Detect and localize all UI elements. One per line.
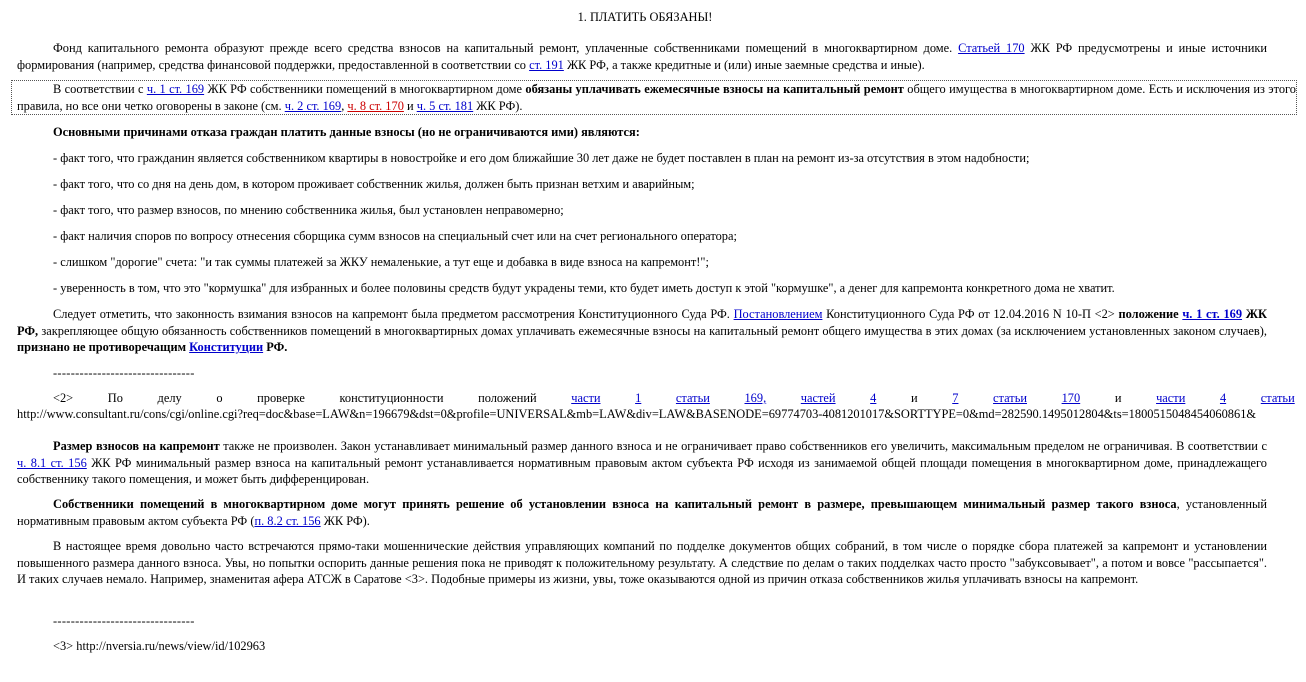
reason-item: - факт того, что размер взносов, по мнению собственника жилья, был установлен неправомерно; — [53, 203, 564, 217]
reason-item: - уверенность в том, что это "кормушка" для избранных и более половины средств будут украдены теми, кто будет иметь доступ к этой "кормушке", а денег для капремонта конкретного дома не хватит. — [53, 281, 1115, 295]
reason-item: - факт того, что со дня на день дом, в котором проживает собственник жилья, должен быть признан ветхим и аварийным; — [53, 177, 695, 191]
link-part8-art170[interactable]: ч. 8 ст. 170 — [347, 98, 404, 113]
footnote-link[interactable]: части — [1156, 391, 1186, 405]
footnote-link[interactable]: 4 — [1219, 391, 1227, 405]
link-part8-1-art156[interactable]: ч. 8.1 ст. 156 — [17, 455, 87, 470]
footnote-2-url: http://www.consultant.ru/cons/cgi/online.cgi?req=doc&base=LAW&n=196679&dst=0&profile=UNIVERSAL&mb=LAW&div=LAW&BASENODE=69774703-4081201017&SORTTYPE=0&md=282590.1495012804&ts=1800515048454060861& — [17, 407, 1257, 421]
paragraph-fund-sources: Фонд капитального ремонта образуют прежде всего средства взносов на капитальный ремонт, уплаченные собственниками помещений в многоквартирном доме. Статьей 170 ЖК РФ предусмотрены и иные источники формирования (например, средства финансовой поддержки, предоставленной в соответствии со ст. 191 ЖК РФ, а также кредитные и (или) иные заемные средства и иные). — [17, 41, 1268, 72]
link-part1-art169[interactable]: ч. 1 ст. 169 — [146, 82, 205, 96]
footnote-3: <3> http://nversia.ru/news/view/id/102963 — [53, 639, 266, 653]
paragraph-owners-decision: Собственники помещений в многоквартирном доме могут принять решение об установлении взноса на капитальный ремонт в размере, превышающем минимальный размер такого взноса, установленный нормативным правовым актом субъекта РФ (п. 8.2 ст. 156 ЖК РФ). — [17, 497, 1268, 528]
footnote-2-line: <2> По делу о проверке конституционности положений части 1 статьи 169, частей 4 и 7 статьи 170 и части 4 статьи — [53, 391, 1295, 405]
paragraph-fee-size: Размер взносов на капремонт также не произволен. Закон устанавливает минимальный размер данного взноса и не ограничивает право собственников его увеличить, максимальным пределом не ограничивая. В соответствии с ч. 8.1 ст. 156 ЖК РФ минимальный размер взноса на капитальный ремонт устанавливается нормативным правовым актом субъекта РФ исходя из занимаемой общей площади помещения в многоквартирном доме, принадлежащего собственнику такого помещения, и может быть дифференцирован. — [17, 439, 1267, 486]
section-title: 1. ПЛАТИТЬ ОБЯЗАНЫ! — [577, 10, 713, 24]
footnote-link[interactable]: 4 — [870, 391, 877, 405]
reason-item: - слишком "дорогие" счета: "и так суммы платежей за ЖКУ немаленькие, а тут еще и добавка в виде взноса на капремонт!"; — [53, 255, 709, 269]
reason-item: - факт того, что гражданин является собственником квартиры в новостройке и его дом ближайшие 30 лет даже не будет поставлен в план на ремонт из-за отсутствия в этом надобности; — [53, 151, 1030, 165]
paragraph-fraud: В настоящее время довольно часто встречаются прямо-таки мошеннические действия управляющих компаний по подделке документов общих собраний, в том числе о порядке сбора платежей за капремонт и установлении повышенного размера данного взноса. Увы, но попытки оспорить данные решения пока не приводят к положительному результату. А следствие по делам о таких подделках часто просто "забуксовывает", а потом и вовсе "рассыпается". И таких случаев немало. Например, знаменитая афера АТСЖ в Саратове <3>. Подобные примеры из жизни, увы, тоже оказываются одной из причин отказа собственников жилья уплачивать взносы на капремонт. — [17, 539, 1267, 586]
footnote-link[interactable]: статьи — [993, 391, 1027, 405]
footnote-link[interactable]: статьи — [1260, 391, 1295, 405]
footnote-link[interactable]: 1 — [635, 391, 642, 405]
link-part5-art181[interactable]: ч. 5 ст. 181 — [416, 98, 474, 113]
footnote-link[interactable]: статьи — [675, 391, 710, 405]
footnote-link[interactable]: 7 — [952, 391, 959, 405]
link-article-170[interactable]: Статьей 170 — [958, 41, 1025, 55]
footnote-link[interactable]: частей — [800, 391, 836, 405]
paragraph-constitutional-court: Следует отметить, что законность взимания взносов на капремонт была предметом рассмотрения Конституционного Суда РФ. Постановлением Конституционного Суда РФ от 12.04.2016 N 10-П <2> положение ч. 1 ст. 169 ЖК РФ, закрепляющее общую обязанность собственников помещений в многоквартирных домах уплачивать ежемесячные взносы на капитальный ремонт общего имущества в этих домах (за исключением установленных законом случаев), признано не противоречащим Конституции РФ. — [17, 307, 1267, 354]
footnote-link[interactable]: части — [571, 391, 601, 405]
link-article-191[interactable]: ст. 191 — [529, 57, 564, 72]
footnote-separator: -------------------------------- — [53, 366, 195, 380]
reason-item: - факт наличия споров по вопросу отнесения сборщика сумм взносов на специальный счет или на счет регионального оператора; — [53, 229, 737, 243]
link-part2-art169[interactable]: ч. 2 ст. 169 — [284, 98, 342, 113]
reasons-heading: Основными причинами отказа граждан платить данные взносы (но не ограничиваются ими) являются: — [53, 125, 640, 139]
link-item8-2-art156[interactable]: п. 8.2 ст. 156 — [254, 513, 321, 528]
link-resolution[interactable]: Постановлением — [733, 307, 823, 321]
link-part1-art169-bold[interactable]: ч. 1 ст. 169 — [1182, 307, 1243, 321]
paragraph-obligation-selected: В соответствии с ч. 1 ст. 169 ЖК РФ собственники помещений в многоквартирном доме обязаны уплачивать ежемесячные взносы на капитальный ремонт общего имущества в многоквартирном доме. Есть и исключения из этого правила, но все они четко оговорены в законе (см. ч. 2 ст. 169, ч. 8 ст. 170 и ч. 5 ст. 181 ЖК РФ). — [12, 81, 1296, 114]
footnote-link[interactable]: 169, — [744, 391, 767, 405]
footnote-separator: -------------------------------- — [53, 614, 195, 628]
footnote-link[interactable]: 170 — [1061, 391, 1081, 405]
link-constitution[interactable]: Конституции — [189, 340, 264, 354]
